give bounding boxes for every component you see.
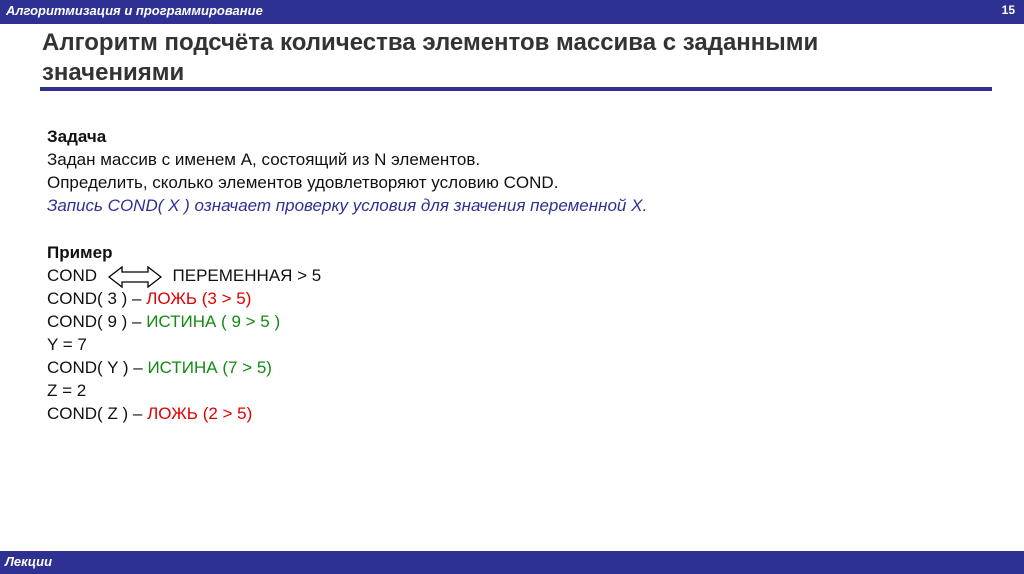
- double-arrow-icon: [108, 266, 162, 288]
- example-row-4: [47, 402, 647, 425]
- example-row-4-result: ЛОЖЬ (2 > 5): [147, 404, 253, 423]
- page-number: 15: [1001, 3, 1015, 17]
- footer-bar: [0, 551, 1024, 574]
- spacer: [47, 217, 647, 241]
- cond-meaning: ПЕРЕМЕННАЯ > 5: [172, 266, 322, 285]
- example-row-3-expr: COND( Y ) –: [47, 358, 148, 377]
- footer-label: Лекции: [5, 554, 53, 569]
- assign-y: Y = 7: [47, 335, 87, 354]
- cond-definition: [47, 264, 647, 287]
- example-row-1-expr: COND( 3 ) –: [47, 289, 147, 308]
- assign-z: Z = 2: [47, 381, 87, 400]
- cond-label: COND: [47, 266, 98, 285]
- example-row-2: [47, 310, 647, 333]
- example-heading: Пример: [47, 243, 113, 262]
- slide-title: Алгоритм подсчёта количества элементов массива с заданными значениями: [42, 29, 819, 86]
- example-row-1: [47, 287, 647, 310]
- course-title: Алгоритмизация и программирование: [6, 3, 263, 18]
- task-line-2: Определить, сколько элементов удовлетворяют условию COND.: [47, 173, 559, 192]
- example-row-2-result: ИСТИНА ( 9 > 5 ): [146, 312, 281, 331]
- example-row-3-result: ИСТИНА (7 > 5): [147, 358, 272, 377]
- example-row-2-expr: COND( 9 ) –: [47, 312, 147, 331]
- example-row-3: [47, 356, 647, 379]
- example-row-1-result: ЛОЖЬ (3 > 5): [146, 289, 252, 308]
- task-note: Запись COND( X ) означает проверку условия для значения переменной X.: [47, 196, 648, 215]
- header-bar: [0, 0, 1024, 24]
- task-heading: Задача: [47, 127, 107, 146]
- example-row-4-expr: COND( Z ) –: [47, 404, 148, 423]
- title-divider: [40, 87, 992, 91]
- slide-content: [47, 125, 647, 425]
- task-line-1: Задан массив с именем A, состоящий из N элементов.: [47, 150, 481, 169]
